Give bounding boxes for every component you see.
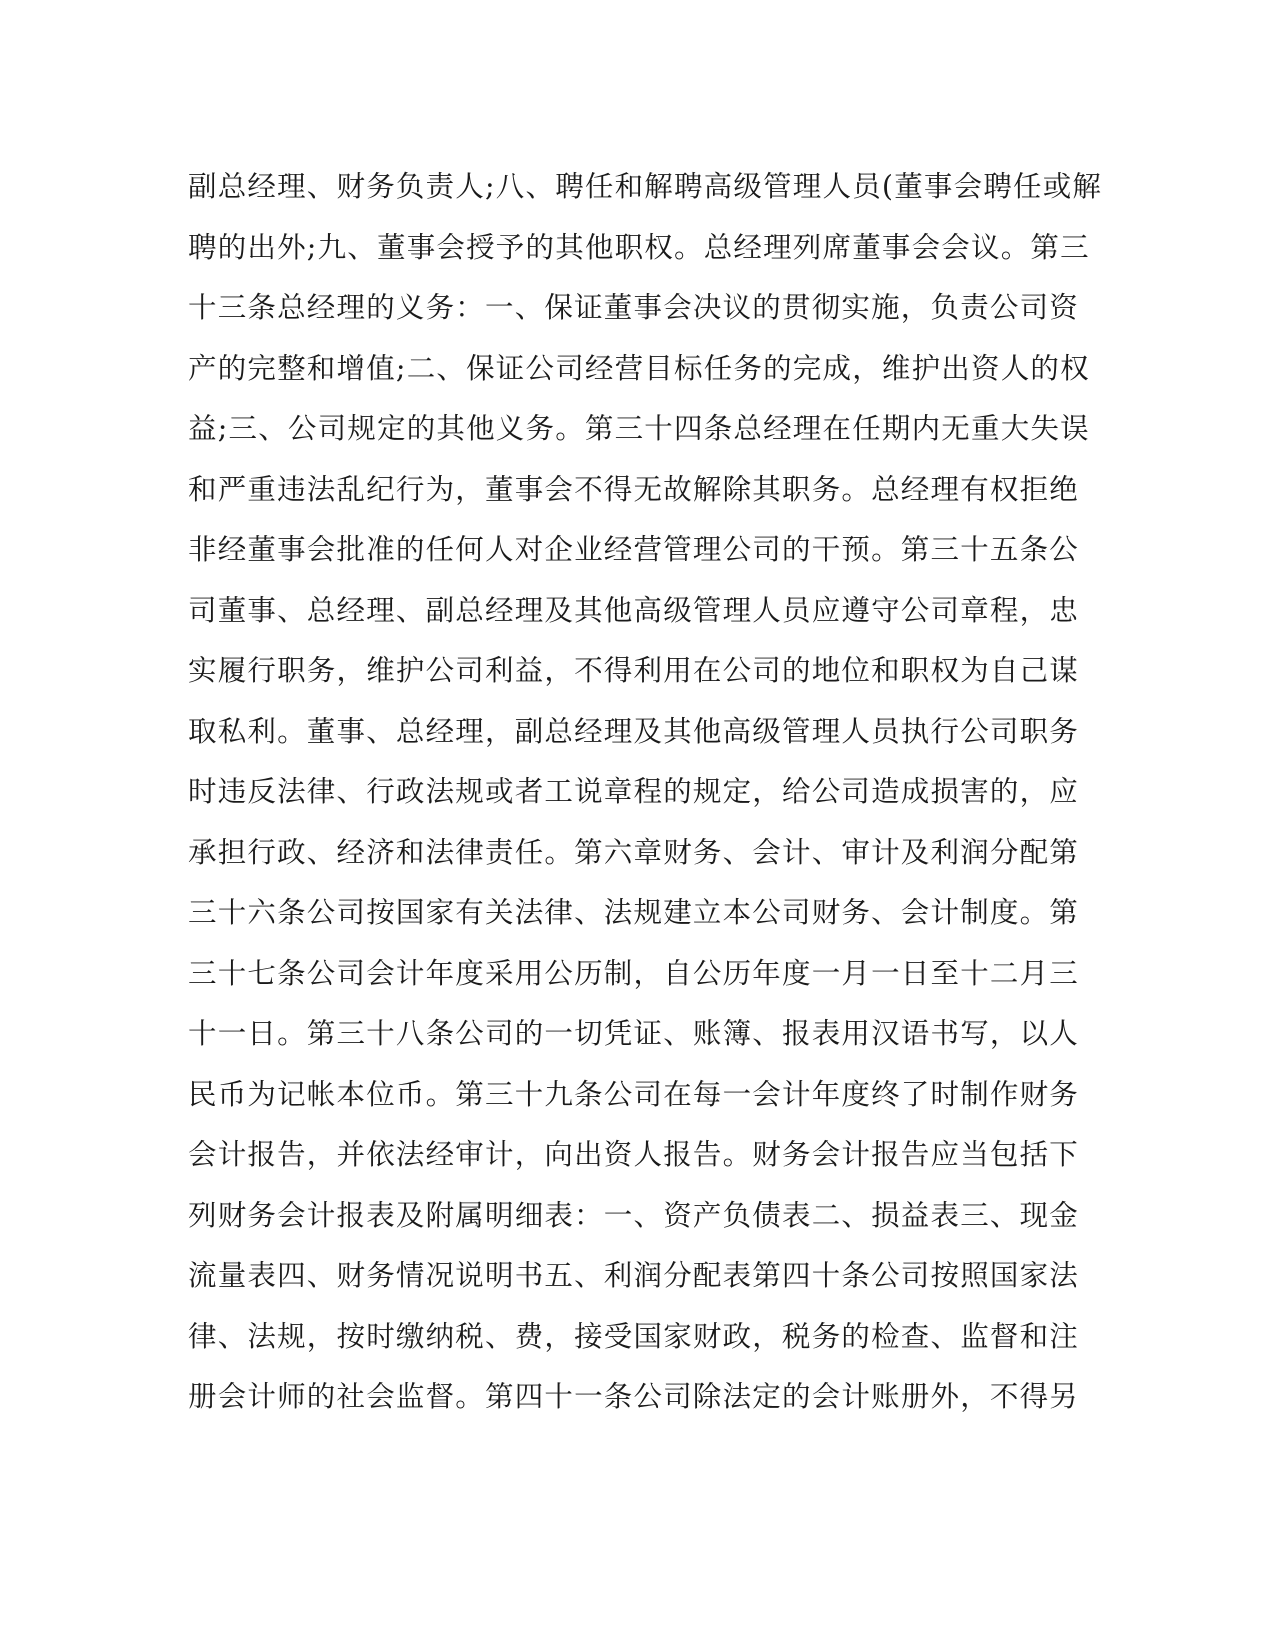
text-line: 册会计师的社会监督。第四十一条公司除法定的会计账册外，不得另 bbox=[188, 1380, 1080, 1413]
text-line: 流量表四、财务情况说明书五、利润分配表第四十条公司按照国家法 bbox=[188, 1259, 1080, 1292]
text-line: 律、法规，按时缴纳税、费，接受国家财政，税务的检查、监督和注 bbox=[188, 1319, 1080, 1353]
text-line: 产的完整和增值;二、保证公司经营目标任务的完成，维护出资人的权 bbox=[188, 351, 1090, 385]
text-line: 承担行政、经济和法律责任。第六章财务、会计、审计及利润分配第 bbox=[188, 835, 1080, 869]
text-line: 聘的出外;九、董事会授予的其他职权。总经理列席董事会会议。第三 bbox=[188, 230, 1090, 264]
text-line: 十三条总经理的义务：一、保证董事会决议的贯彻实施，负责公司资 bbox=[188, 291, 1080, 324]
text-line: 十一日。第三十八条公司的一切凭证、账簿、报表用汉语书写，以人 bbox=[188, 1017, 1080, 1050]
text-line: 司董事、总经理、副总经理及其他高级管理人员应遵守公司章程，忠 bbox=[188, 593, 1080, 627]
text-line: 实履行职务，维护公司利益，不得利用在公司的地位和职权为自己谋 bbox=[188, 654, 1080, 687]
text-line: 和严重违法乱纪行为，董事会不得无故解除其职务。总经理有权拒绝 bbox=[188, 472, 1080, 506]
text-line: 三十六条公司按国家有关法律、法规建立本公司财务、会计制度。第 bbox=[188, 896, 1080, 929]
text-line: 取私利。董事、总经理，副总经理及其他高级管理人员执行公司职务 bbox=[188, 714, 1080, 748]
text-line: 列财务会计报表及附属明细表：一、资产负债表二、损益表三、现金 bbox=[188, 1198, 1080, 1232]
text-line: 民币为记帐本位币。第三十九条公司在每一会计年度终了时制作财务 bbox=[188, 1077, 1080, 1111]
text-line: 非经董事会批准的任何人对企业经营管理公司的干预。第三十五条公 bbox=[188, 533, 1080, 566]
text-line: 益;三、公司规定的其他义务。第三十四条总经理在任期内无重大失误 bbox=[188, 412, 1090, 445]
text-line: 会计报告，并依法经审计，向出资人报告。财务会计报告应当包括下 bbox=[188, 1138, 1080, 1171]
text-line: 时违反法律、行政法规或者工说章程的规定，给公司造成损害的，应 bbox=[188, 775, 1080, 808]
text-line: 副总经理、财务负责人;八、聘任和解聘高级管理人员(董事会聘任或解 bbox=[188, 170, 1103, 203]
text-line: 三十七条公司会计年度采用公历制，自公历年度一月一日至十二月三 bbox=[188, 956, 1080, 990]
body-text bbox=[188, 157, 1103, 1428]
